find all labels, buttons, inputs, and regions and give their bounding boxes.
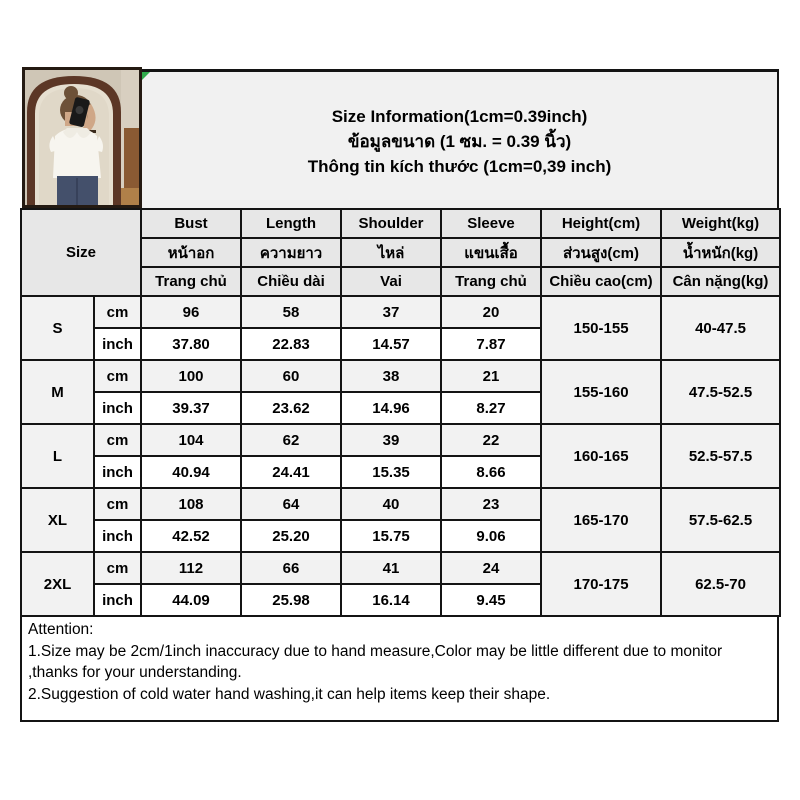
height-range: 170-175 <box>541 552 661 616</box>
attention-line-2: 2.Suggestion of cold water hand washing,it can help items keep their shape. <box>28 685 551 703</box>
cell-value: 112 <box>141 552 241 584</box>
cell-value: 16.14 <box>341 584 441 616</box>
mirror-selfie-illustration <box>25 70 139 205</box>
cell-value: 42.52 <box>141 520 241 552</box>
cell-value: 108 <box>141 488 241 520</box>
cell-value: 15.35 <box>341 456 441 488</box>
col-header-shoulder-th: ไหล่ <box>341 238 441 267</box>
cell-value: 40.94 <box>141 456 241 488</box>
cell-value: 24 <box>441 552 541 584</box>
cell-value: 22 <box>441 424 541 456</box>
height-range: 165-170 <box>541 488 661 552</box>
product-photo <box>22 67 142 208</box>
table-row <box>21 296 780 328</box>
unit-label: inch <box>94 328 141 360</box>
col-header-sleeve-vi: Trang chủ <box>441 267 541 296</box>
cell-value: 15.75 <box>341 520 441 552</box>
header-row-english <box>21 209 780 238</box>
col-header-height-th: ส่วนสูง(cm) <box>541 238 661 267</box>
col-header-weight-vi: Cân nặng(kg) <box>661 267 780 296</box>
attention-title: Attention: <box>28 621 94 638</box>
cell-value: 14.57 <box>341 328 441 360</box>
cell-value: 37 <box>341 296 441 328</box>
unit-label: cm <box>94 488 141 520</box>
col-header-bust-th: หน้าอก <box>141 238 241 267</box>
cell-value: 66 <box>241 552 341 584</box>
col-header-sleeve-en: Sleeve <box>441 209 541 238</box>
col-header-weight-th: น้ำหนัก(kg) <box>661 238 780 267</box>
size-header-cell: Size <box>21 209 141 296</box>
attention-line-1: 1.Size may be 2cm/1inch inaccuracy due to hand measure,Color may be little different due to monitor ,thanks for your understanding. <box>28 642 723 681</box>
cell-value: 40 <box>341 488 441 520</box>
size-label-l: L <box>21 424 94 488</box>
cell-value: 38 <box>341 360 441 392</box>
col-header-length-th: ความยาว <box>241 238 341 267</box>
cell-value: 22.83 <box>241 328 341 360</box>
size-information-title-cell <box>142 69 779 211</box>
table-row <box>21 360 780 392</box>
cell-value: 64 <box>241 488 341 520</box>
cell-value: 9.06 <box>441 520 541 552</box>
height-range: 155-160 <box>541 360 661 424</box>
cell-value: 44.09 <box>141 584 241 616</box>
col-header-shoulder-vi: Vai <box>341 267 441 296</box>
weight-range: 52.5-57.5 <box>661 424 780 488</box>
col-header-weight-en: Weight(kg) <box>661 209 780 238</box>
cell-value: 58 <box>241 296 341 328</box>
cell-value: 7.87 <box>441 328 541 360</box>
height-range: 150-155 <box>541 296 661 360</box>
cell-value: 23 <box>441 488 541 520</box>
cell-value: 25.20 <box>241 520 341 552</box>
cell-value: 9.45 <box>441 584 541 616</box>
cell-value: 39.37 <box>141 392 241 424</box>
cell-value: 104 <box>141 424 241 456</box>
col-header-height-en: Height(cm) <box>541 209 661 238</box>
green-corner-flag-icon <box>142 72 150 80</box>
cell-value: 37.80 <box>141 328 241 360</box>
weight-range: 57.5-62.5 <box>661 488 780 552</box>
weight-range: 47.5-52.5 <box>661 360 780 424</box>
size-label-xl: XL <box>21 488 94 552</box>
col-header-bust-en: Bust <box>141 209 241 238</box>
title-english: Size Information(1cm=0.39inch) <box>331 107 588 126</box>
table-row <box>21 488 780 520</box>
weight-range: 62.5-70 <box>661 552 780 616</box>
cell-value: 24.41 <box>241 456 341 488</box>
table-row <box>21 552 780 584</box>
unit-label: cm <box>94 360 141 392</box>
unit-label: inch <box>94 392 141 424</box>
col-header-length-vi: Chiều dài <box>241 267 341 296</box>
col-header-shoulder-en: Shoulder <box>341 209 441 238</box>
col-header-bust-vi: Trang chủ <box>141 267 241 296</box>
white-blouse <box>53 128 101 178</box>
cell-value: 25.98 <box>241 584 341 616</box>
cell-value: 14.96 <box>341 392 441 424</box>
unit-label: inch <box>94 584 141 616</box>
height-range: 160-165 <box>541 424 661 488</box>
col-header-length-en: Length <box>241 209 341 238</box>
cell-value: 20 <box>441 296 541 328</box>
unit-label: cm <box>94 552 141 584</box>
cell-value: 21 <box>441 360 541 392</box>
cell-value: 100 <box>141 360 241 392</box>
cell-value: 8.27 <box>441 392 541 424</box>
size-label-2xl: 2XL <box>21 552 94 616</box>
title-vietnamese: Thông tin kích thước (1cm=0,39 inch) <box>307 157 612 176</box>
col-header-sleeve-th: แขนเสื้อ <box>441 238 541 267</box>
size-label-m: M <box>21 360 94 424</box>
size-table <box>20 208 781 617</box>
col-header-height-vi: Chiều cao(cm) <box>541 267 661 296</box>
unit-label: inch <box>94 456 141 488</box>
unit-label: cm <box>94 424 141 456</box>
size-label-s: S <box>21 296 94 360</box>
weight-range: 40-47.5 <box>661 296 780 360</box>
cell-value: 23.62 <box>241 392 341 424</box>
unit-label: inch <box>94 520 141 552</box>
cell-value: 96 <box>141 296 241 328</box>
table-row <box>21 424 780 456</box>
cell-value: 8.66 <box>441 456 541 488</box>
attention-note-box <box>20 615 779 722</box>
cell-value: 62 <box>241 424 341 456</box>
title-thai: ข้อมูลขนาด (1 ซม. = 0.39 นิ้ว) <box>347 132 572 151</box>
cell-value: 41 <box>341 552 441 584</box>
cell-value: 39 <box>341 424 441 456</box>
cell-value: 60 <box>241 360 341 392</box>
unit-label: cm <box>94 296 141 328</box>
